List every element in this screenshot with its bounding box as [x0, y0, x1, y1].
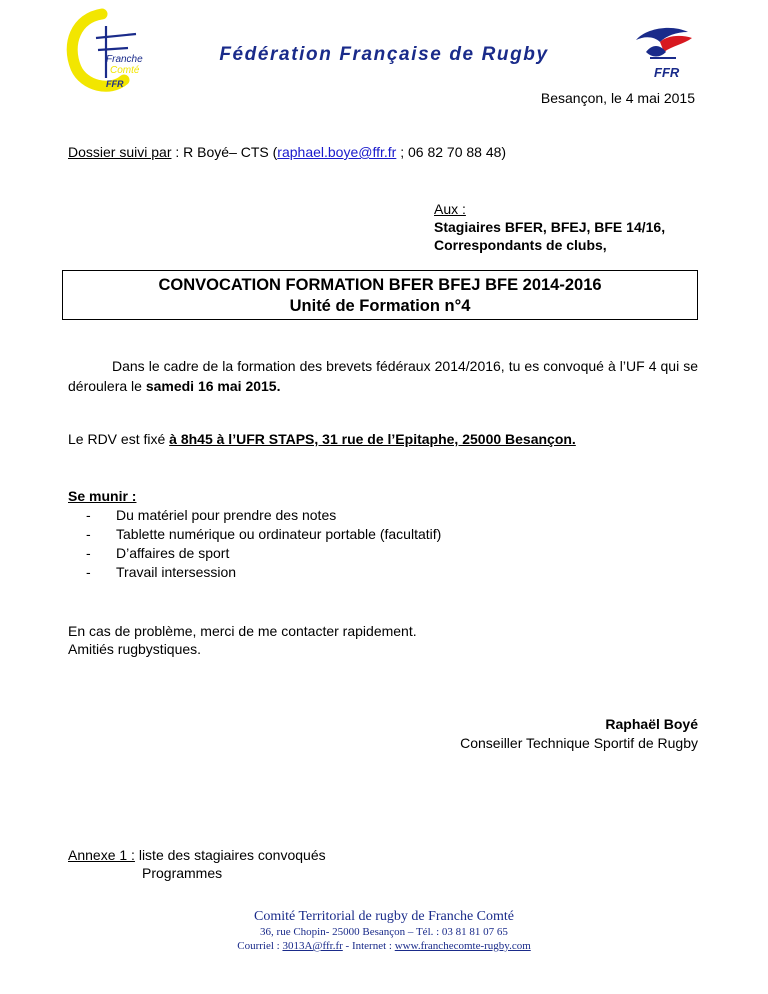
intro-date: samedi 16 mai 2015. [145, 378, 281, 394]
svg-text:FFR: FFR [654, 65, 680, 80]
munir-title: Se munir : [68, 488, 137, 504]
annexe-block [68, 846, 326, 882]
footer-address: 36, rue Chopin- 25000 Besançon – Tél. : 03 81 81 07 65 [260, 926, 508, 938]
dossier-name: : R Boyé– CTS ( [171, 144, 278, 160]
footer-email-link[interactable]: 3013A@ffr.fr [282, 940, 343, 952]
federation-title: Fédération Française de Rugby [219, 44, 549, 65]
ffr-logo [626, 22, 700, 84]
footer-committee: Comité Territorial de rugby de Franche Comté [253, 909, 515, 924]
munir-list [86, 506, 441, 582]
signature-block [460, 715, 698, 753]
dossier-label: Dossier suivi par [68, 144, 172, 160]
list-item: - D’affaires de sport [86, 545, 230, 561]
convocation-title: CONVOCATION FORMATION BFER BFEJ BFE 2014-2016 [158, 276, 602, 294]
letter-date: Besançon, le 4 mai 2015 [540, 90, 695, 106]
convocation-subtitle: Unité de Formation n°4 [289, 297, 471, 315]
footer [0, 909, 768, 953]
closing-block [68, 622, 417, 658]
rdv-line [68, 431, 576, 447]
footer-website-link[interactable]: www.franchecomte-rugby.com [394, 940, 531, 952]
recipients-label: Aux : [434, 201, 466, 217]
dossier-email-link[interactable]: raphael.boye@ffr.fr [277, 144, 397, 160]
recipients-block [434, 200, 665, 254]
footer-contact: Courriel : 3013A@ffr.fr - Internet : www.franchecomte-rugby.com [237, 940, 531, 952]
svg-text:Franche: Franche [106, 54, 143, 65]
dossier-line [68, 144, 506, 160]
svg-text:Comté: Comté [110, 65, 140, 76]
recipients-line-1: Stagiaires BFER, BFEJ, BFE 14/16, [434, 219, 666, 235]
intro-paragraph [68, 356, 698, 396]
rdv-prefix: Le RDV est fixé [68, 431, 170, 447]
annexe-line-2: Programmes [142, 865, 223, 881]
signature-name: Raphaël Boyé [605, 716, 698, 732]
svg-text:FFR: FFR [106, 79, 124, 89]
intro-text: Dans le cadre de la formation des brevets fédéraux 2014/2016, tu es convoqué à l’UF 4 qui se déroulera le [68, 358, 698, 394]
list-item: - Travail intersession [86, 564, 237, 580]
recipients-line-2: Correspondants de clubs, [434, 237, 607, 253]
rdv-location: à 8h45 à l’UFR STAPS, 31 rue de l’Epitaphe, 25000 Besançon. [169, 431, 576, 447]
annexe-label: Annexe 1 : [68, 847, 135, 863]
list-item: - Tablette numérique ou ordinateur portable (facultatif) [86, 526, 442, 542]
dossier-phone: ; 06 82 70 88 48) [396, 144, 507, 160]
closing-line-2: Amitiés rugbystiques. [68, 641, 202, 657]
closing-line-1: En cas de problème, merci de me contacter rapidement. [68, 623, 417, 639]
signature-role: Conseiller Technique Sportif de Rugby [460, 735, 698, 751]
annexe-text: liste des stagiaires convoqués [134, 847, 326, 863]
convocation-title-box [62, 270, 698, 320]
list-item: - Du matériel pour prendre des notes [86, 507, 337, 523]
